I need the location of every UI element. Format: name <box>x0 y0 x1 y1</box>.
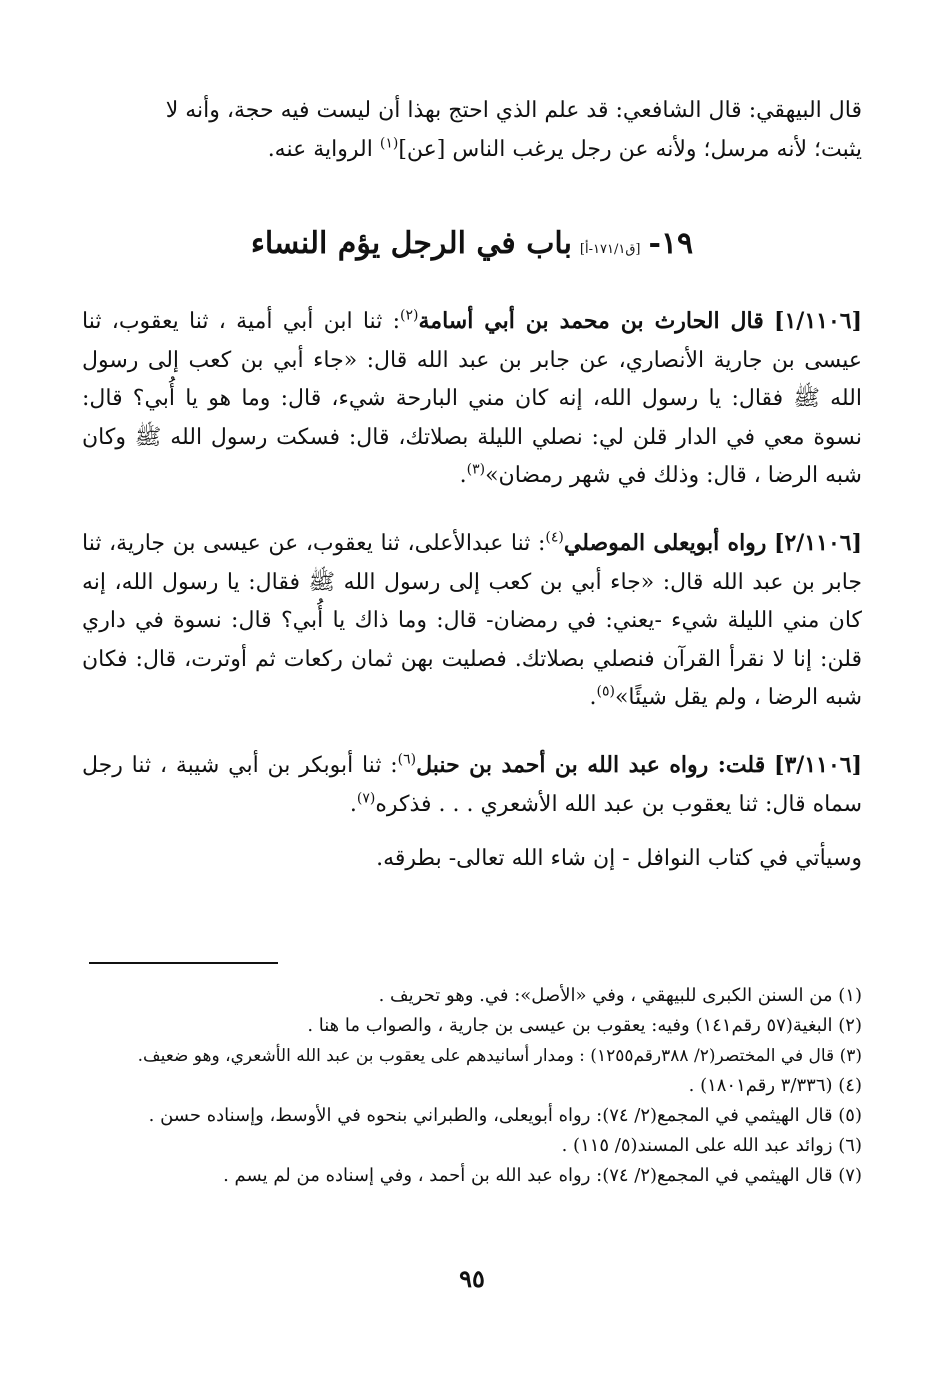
footnotes <box>82 981 862 1191</box>
intro-line-2-text: يثبت؛ لأنه مرسل؛ ولأنه عن رجل يرغب الناس [عن] <box>398 136 862 162</box>
intro-line-1: قال البيهقي: قال الشافعي: قد علم الذي احتج بهذا أن ليست فيه حجة، وأنه لا <box>165 98 862 123</box>
manuscript-ref: [ق١٧١/١-أ] <box>579 242 641 257</box>
closing-paragraph: وسيأتي في كتاب النوافل - إن شاء الله تعالى- بطرقه. <box>376 846 862 871</box>
footnote-divider <box>89 962 278 964</box>
hadith-text-1: : ثنا ابن أبي أمية ، ثنا يعقوب، ثنا عيسى بن جارية الأنصاري، عن جابر بن عبد الله قال: «جاء أبي بن كعب إلى رسول الله ﷺ فقال: يا رسول الله، إنه كان مني البارحة شيء، قال: وما هو يا أُبي؟ قال: نسوة معي في الدار قلن لي: نصلي الليلة بصلاتك، قال: فسكت رسول الله ﷺ وكان شبه الرضا ، قال: وذلك في شهر رمضان» <box>82 309 862 488</box>
footnote-6: (٦) زوائد عبد الله على المسند(٥/ ١١٥) . <box>561 1135 862 1156</box>
hadith-end-2: . <box>589 685 597 710</box>
footnote-ref-3: (٣) <box>466 461 486 478</box>
hadith-number-2: [٢/١١٠٦] <box>774 530 862 556</box>
footnote-7: (٧) قال الهيثمي في المجمع(٢/ ٧٤): رواه عبد الله بن أحمد ، وفي إسناده من لم يسم . <box>223 1165 862 1186</box>
chapter-number: ١٩- <box>648 226 694 261</box>
page-number: ٩٥ <box>459 1264 485 1293</box>
footnote-ref-7: (٧) <box>356 790 376 807</box>
hadith-text-2: : ثنا عبدالأعلى، ثنا يعقوب، عن عيسى بن جارية، ثنا جابر بن عبد الله قال: «جاء أبي بن كعب إلى رسول الله ﷺ فقال: يا رسول الله، إنه كان مني الليلة شيء -يعني: في رمضان- قال: وما ذاك يا أُبي؟ قال: نسوة في داري قلن: إنا لا نقرأ القرآن فنصلي بصلاتك. فصليت بهن ثمان ركعات ثم أوترت، قال: فكان شبه الرضا ، ولم يقل شيئًا» <box>82 531 862 710</box>
chapter-title: باب في الرجل يؤم النساء <box>250 226 572 261</box>
hadith-paragraph-2 <box>82 524 862 718</box>
footnote-ref-2: (٢) <box>400 307 419 324</box>
footnote-3: (٣) قال في المختصر(٢/ ٣٨٨رقم١٢٥٥) : ومدار أسانيدهم على يعقوب بن عبد الله الأشعري، وهو ضعيف. <box>137 1046 862 1066</box>
hadith-number-3: [٣/١١٠٦] <box>774 752 862 778</box>
footnote-4: (٤) (٣/٣٣٦ رقم١٨٠١) . <box>688 1075 862 1096</box>
footnote-ref-6: (٦) <box>397 751 417 768</box>
hadith-end-1: . <box>459 463 467 488</box>
hadith-source-1: قال الحارث بن محمد بن أبي أسامة <box>418 308 764 334</box>
chapter-heading <box>82 226 862 261</box>
intro-line-2 <box>82 131 862 170</box>
hadith-number-1: [١/١١٠٦] <box>774 308 863 334</box>
footnote-5: (٥) قال الهيثمي في المجمع(٢/ ٧٤): رواه أبويعلى، والطبراني بنحوه في الأوسط، وإسناده حسن . <box>148 1105 862 1126</box>
hadith-paragraph-1 <box>82 302 862 496</box>
footnote-ref-1: (١) <box>379 135 399 152</box>
intro-paragraph <box>82 92 862 169</box>
hadith-end-3: . <box>349 791 357 817</box>
footnote-1: (١) من السنن الكبرى للبيهقي ، وفي «الأصل»: في. وهو تحريف . <box>378 985 862 1006</box>
hadith-source-3: قلت: رواه عبد الله بن أحمد بن حنبل <box>416 752 766 778</box>
hadith-source-2: رواه أبويعلى الموصلي <box>563 530 767 556</box>
hadith-text-3: : ثنا أبوبكر بن أبي شيبة ، ثنا رجل سماه قال: ثنا يعقوب بن عبد الله الأشعري . . . فذكره <box>82 753 862 817</box>
hadith-paragraph-3 <box>82 746 862 824</box>
footnote-ref-5: (٥) <box>596 683 615 700</box>
footnote-ref-4: (٤) <box>545 529 564 546</box>
intro-line-2-end: الرواية عنه. <box>267 136 380 162</box>
footnote-2: (٢) البغية(٥٧ رقم١٤١) وفيه: يعقوب بن عيسى بن جارية ، والصواب ما هنا . <box>307 1015 862 1036</box>
